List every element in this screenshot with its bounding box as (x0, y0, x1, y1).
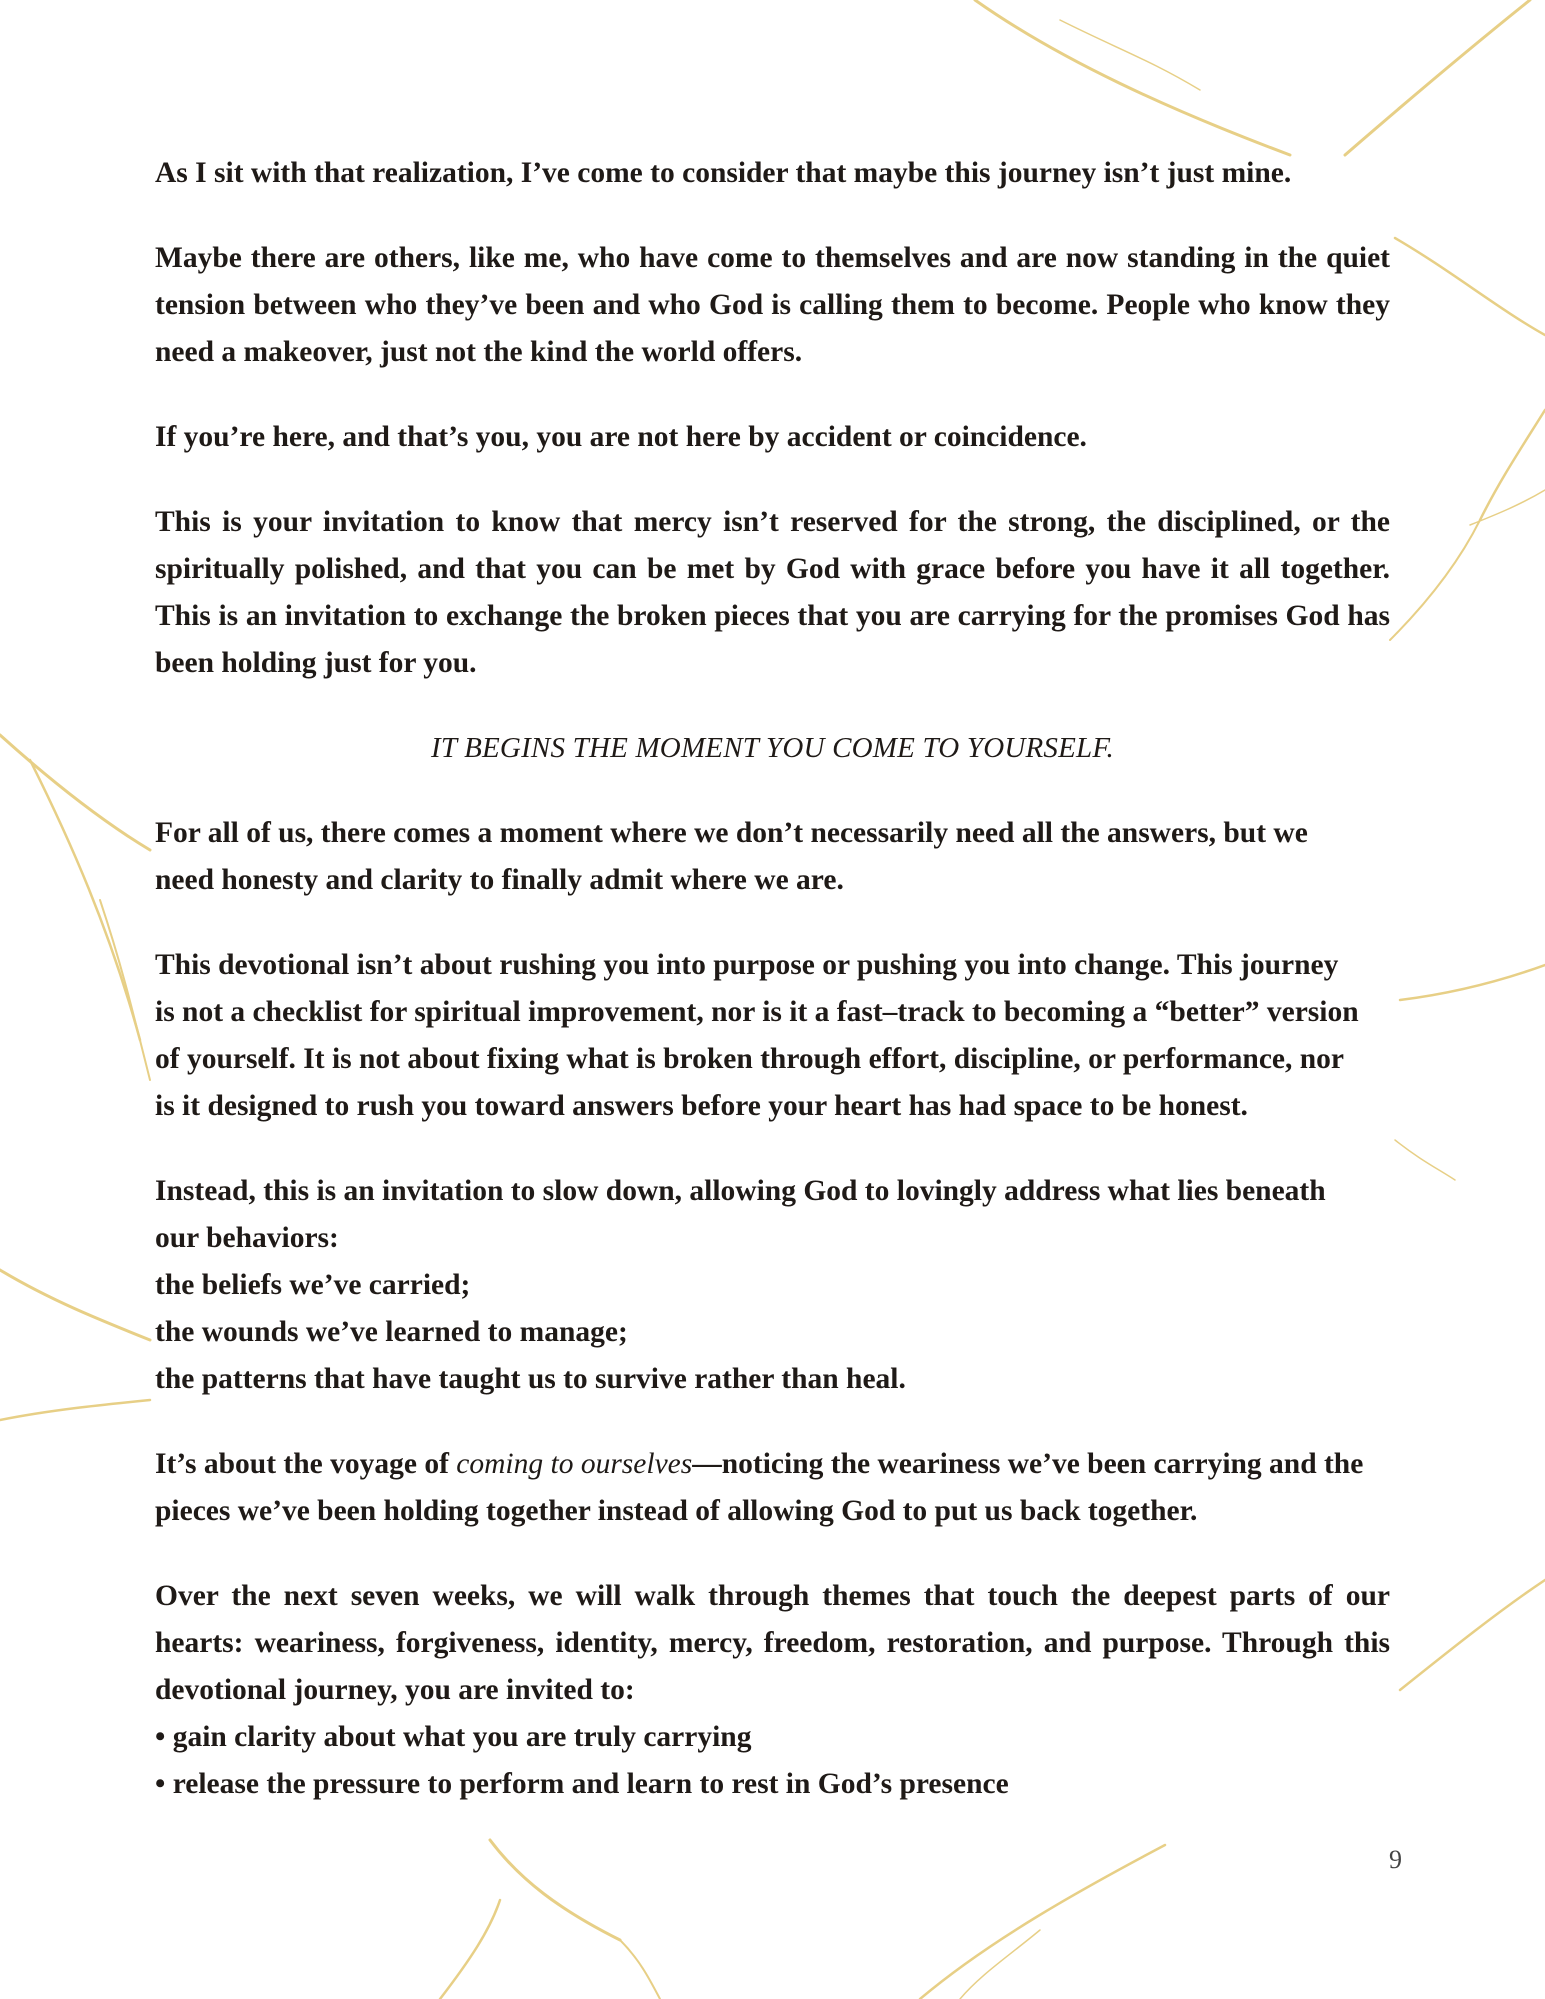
bullet-item: • gain clarity about what you are truly carrying (155, 1721, 752, 1753)
text-line: is it designed to rush you toward answers before your heart has had space to be honest. (155, 1090, 1248, 1122)
text-line (155, 1441, 1390, 1488)
text-line: the patterns that have taught us to survive rather than heal. (155, 1363, 906, 1395)
paragraph-text: This is your invitation to know that mercy isn’t reserved for the strong, the disciplined, or the spiritually polished, and that you can be met by God with grace before you have it all together. This is an invitation to exchange the broken pieces that you are carrying for the promises God has been holding just for you. (155, 506, 1390, 679)
text-line: the wounds we’ve learned to manage; (155, 1316, 628, 1348)
text-line: Over the next seven weeks, we will walk through themes that touch the deepest parts of our (155, 1580, 1390, 1612)
text-line: This devotional isn’t about rushing you into purpose or pushing you into change. This journey (155, 949, 1339, 981)
text-line: need honesty and clarity to finally admit where we are. (155, 864, 844, 896)
page-number: 9 (1389, 1845, 1402, 1874)
paragraph-invitation (155, 499, 1390, 687)
page-body (155, 150, 1390, 1846)
text-line: of yourself. It is not about fixing what is broken through effort, discipline, or performance, nor (155, 1043, 1345, 1075)
text-line: Instead, this is an invitation to slow down, allowing God to lovingly address what lies beneath (155, 1175, 1326, 1207)
paragraph-devotional-purpose (155, 942, 1390, 1130)
text-line: our behaviors: (155, 1222, 339, 1254)
paragraph-voyage (155, 1441, 1390, 1535)
paragraph-realization (155, 150, 1390, 197)
bullet-item: • release the pressure to perform and learn to rest in God’s presence (155, 1768, 1009, 1800)
italic-phrase: coming to ourselves (456, 1448, 693, 1480)
paragraph-not-by-accident (155, 414, 1390, 461)
text-fragment: It’s about the voyage of (155, 1448, 457, 1480)
paragraph-others (155, 235, 1390, 376)
text-line: is not a checklist for spiritual improvement, nor is it a fast–track to becoming a “better” version (155, 996, 1359, 1028)
text-line: devotional journey, you are invited to: (155, 1674, 635, 1706)
text-line: For all of us, there comes a moment where we don’t necessarily need all the answers, but we (155, 817, 1308, 849)
text-fragment: —noticing the weariness we’ve been carrying and the (692, 1448, 1364, 1480)
paragraph-slow-down (155, 1168, 1390, 1403)
paragraph-text: Maybe there are others, like me, who have come to themselves and are now standing in the quiet tension between who they’ve been and who God is calling them to become. People who know they need a makeover, just not the kind the world offers. (155, 242, 1390, 368)
paragraph-text: If you’re here, and that’s you, you are not here by accident or coincidence. (155, 421, 1087, 453)
paragraph-honesty (155, 810, 1390, 904)
section-heading: IT BEGINS THE MOMENT YOU COME TO YOURSELF. (430, 732, 1114, 764)
text-line: the beliefs we’ve carried; (155, 1269, 471, 1301)
text-line: hearts: weariness, forgiveness, identity, mercy, freedom, restoration, and purpose. Through this (155, 1627, 1390, 1659)
paragraph-seven-weeks (155, 1573, 1390, 1808)
paragraph-text: As I sit with that realization, I’ve come to consider that maybe this journey isn’t just mine. (155, 157, 1292, 189)
text-line: pieces we’ve been holding together instead of allowing God to put us back together. (155, 1495, 1198, 1527)
